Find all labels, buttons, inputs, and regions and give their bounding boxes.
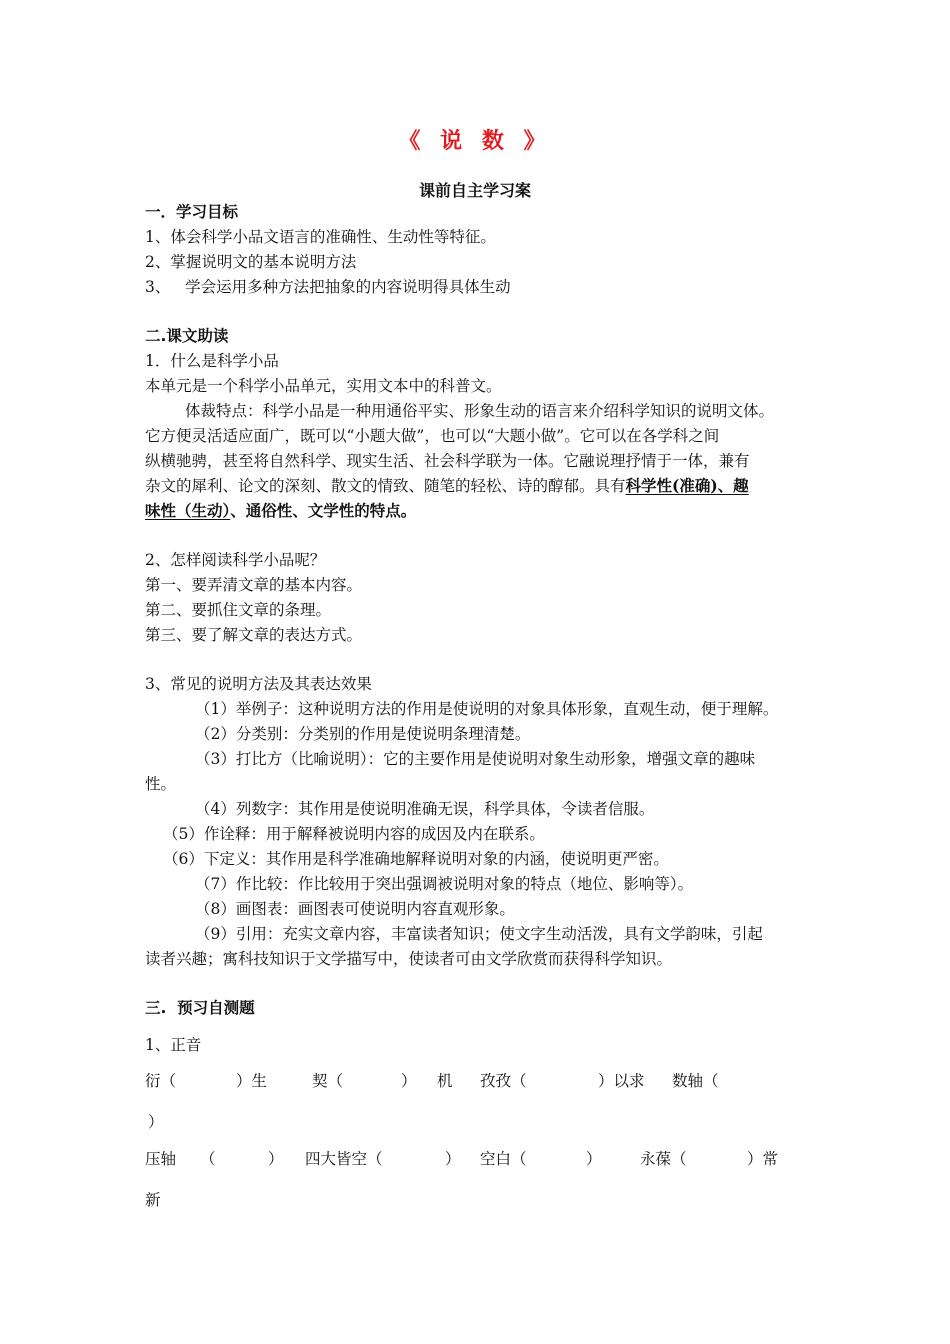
blank-item: ）: [445, 1150, 461, 1168]
reading-step-2: 第二、要抓住文章的条理。: [145, 601, 332, 619]
emphasis-scientific: 科学性(准确)、趣: [625, 476, 749, 495]
blank-item: ）常: [747, 1150, 779, 1168]
method-9: （9）引用：充实文章内容，丰富读者知识；使文字生动活泼，具有文学韵味，引起: [195, 925, 763, 943]
blank-item: （: [200, 1150, 216, 1168]
method-5: （5）作诠释：用于解释被说明内容的成因及内在联系。: [163, 825, 545, 843]
blank-item: ）: [148, 1113, 164, 1131]
section-1-heading: 一．学习目标: [145, 203, 239, 221]
genre-paragraph-line-4: [145, 476, 749, 496]
genre-paragraph-line-1: 体裁特点：科学小品是一种用通俗平实、形象生动的语言来介绍科学知识的说明文体。: [185, 402, 775, 420]
pronunciation-question: 1、正音: [145, 1036, 202, 1054]
document-subtitle: 课前自主学习案: [418, 181, 531, 200]
blank-item: ）生: [236, 1072, 268, 1090]
genre-text: 杂文的犀利、论文的深刻、散文的情致、随笔的轻松、诗的醇郁。具有: [145, 477, 626, 495]
blank-item: 数轴（: [672, 1072, 719, 1090]
blank-item: 新: [145, 1191, 161, 1209]
question-3: 3、常见的说明方法及其表达效果: [145, 675, 372, 693]
reading-step-1: 第一、要弄清文章的基本内容。: [145, 576, 363, 594]
method-7: （7）作比较：作比较用于突出强调被说明对象的特点（地位、影响等）。: [195, 875, 694, 893]
section-2-heading: 二.课文助读: [145, 327, 229, 345]
genre-paragraph-line-5: [145, 501, 416, 521]
blank-item: 永葆（: [640, 1150, 687, 1168]
method-8: （8）画图表：画图表可使说明内容直观形象。: [195, 900, 515, 918]
blank-item: 契（: [312, 1072, 344, 1090]
question-1: 1．什么是科学小品: [145, 352, 279, 370]
blank-item: 机: [437, 1072, 453, 1090]
genre-paragraph-line-3: 纵横驰骋，甚至将自然科学、现实生活、社会科学联为一体。它融说理抒情于一体，兼有: [145, 452, 750, 470]
question-2: 2、怎样阅读科学小品呢？: [145, 551, 326, 569]
method-9-cont: 读者兴趣；寓科技知识于文学描写中，使读者可由文学欣赏而获得科学知识。: [145, 950, 673, 968]
blank-item: 四大皆空（: [305, 1150, 383, 1168]
blank-item: ）: [586, 1150, 602, 1168]
emphasis-interesting: 味性（生动）: [145, 501, 231, 520]
blank-item: ）以求: [598, 1072, 645, 1090]
method-1: （1）举例子：这种说明方法的作用是使说明的对象具体形象，直观生动，便于理解。: [195, 700, 779, 718]
method-4: （4）列数字：其作用是使说明准确无误，科学具体，令读者信服。: [195, 800, 655, 818]
section-3-heading: 三. 预习自测题: [145, 999, 255, 1017]
blank-item: 空白（: [480, 1150, 527, 1168]
genre-paragraph-line-2: 它方便灵活适应面广，既可以“小题大做”，也可以“大题小做”。它可以在各学科之间: [145, 427, 720, 445]
blank-item: 压轴: [145, 1150, 177, 1168]
emphasis-rest: 、通俗性、文学性的特点。: [230, 501, 417, 520]
objective-3: 3、 学会运用多种方法把抽象的内容说明得具体生动: [145, 278, 511, 296]
blank-item: 衍（: [145, 1072, 177, 1090]
reading-step-3: 第三、要了解文章的表达方式。: [145, 626, 363, 644]
blank-item: ）: [401, 1072, 417, 1090]
method-6: （6）下定义：其作用是科学准确地解释说明对象的内涵，使说明更严密。: [163, 850, 669, 868]
blank-item: ）: [268, 1150, 284, 1168]
method-3: （3）打比方（比喻说明）：它的主要作用是使说明对象生动形象，增强文章的趣味: [195, 750, 756, 768]
method-3-cont: 性。: [145, 775, 177, 793]
objective-1: 1、体会科学小品文语言的准确性、生动性等特征。: [145, 228, 496, 246]
blank-item: 孜孜（: [480, 1072, 527, 1090]
objective-2: 2、掌握说明文的基本说明方法: [145, 253, 357, 271]
document-title: 《 说 数 》: [398, 129, 552, 154]
method-2: （2）分类别：分类别的作用是使说明条理清楚。: [195, 725, 531, 743]
intro-paragraph: 本单元是一个科学小品单元，实用文本中的科普文。: [145, 377, 502, 395]
